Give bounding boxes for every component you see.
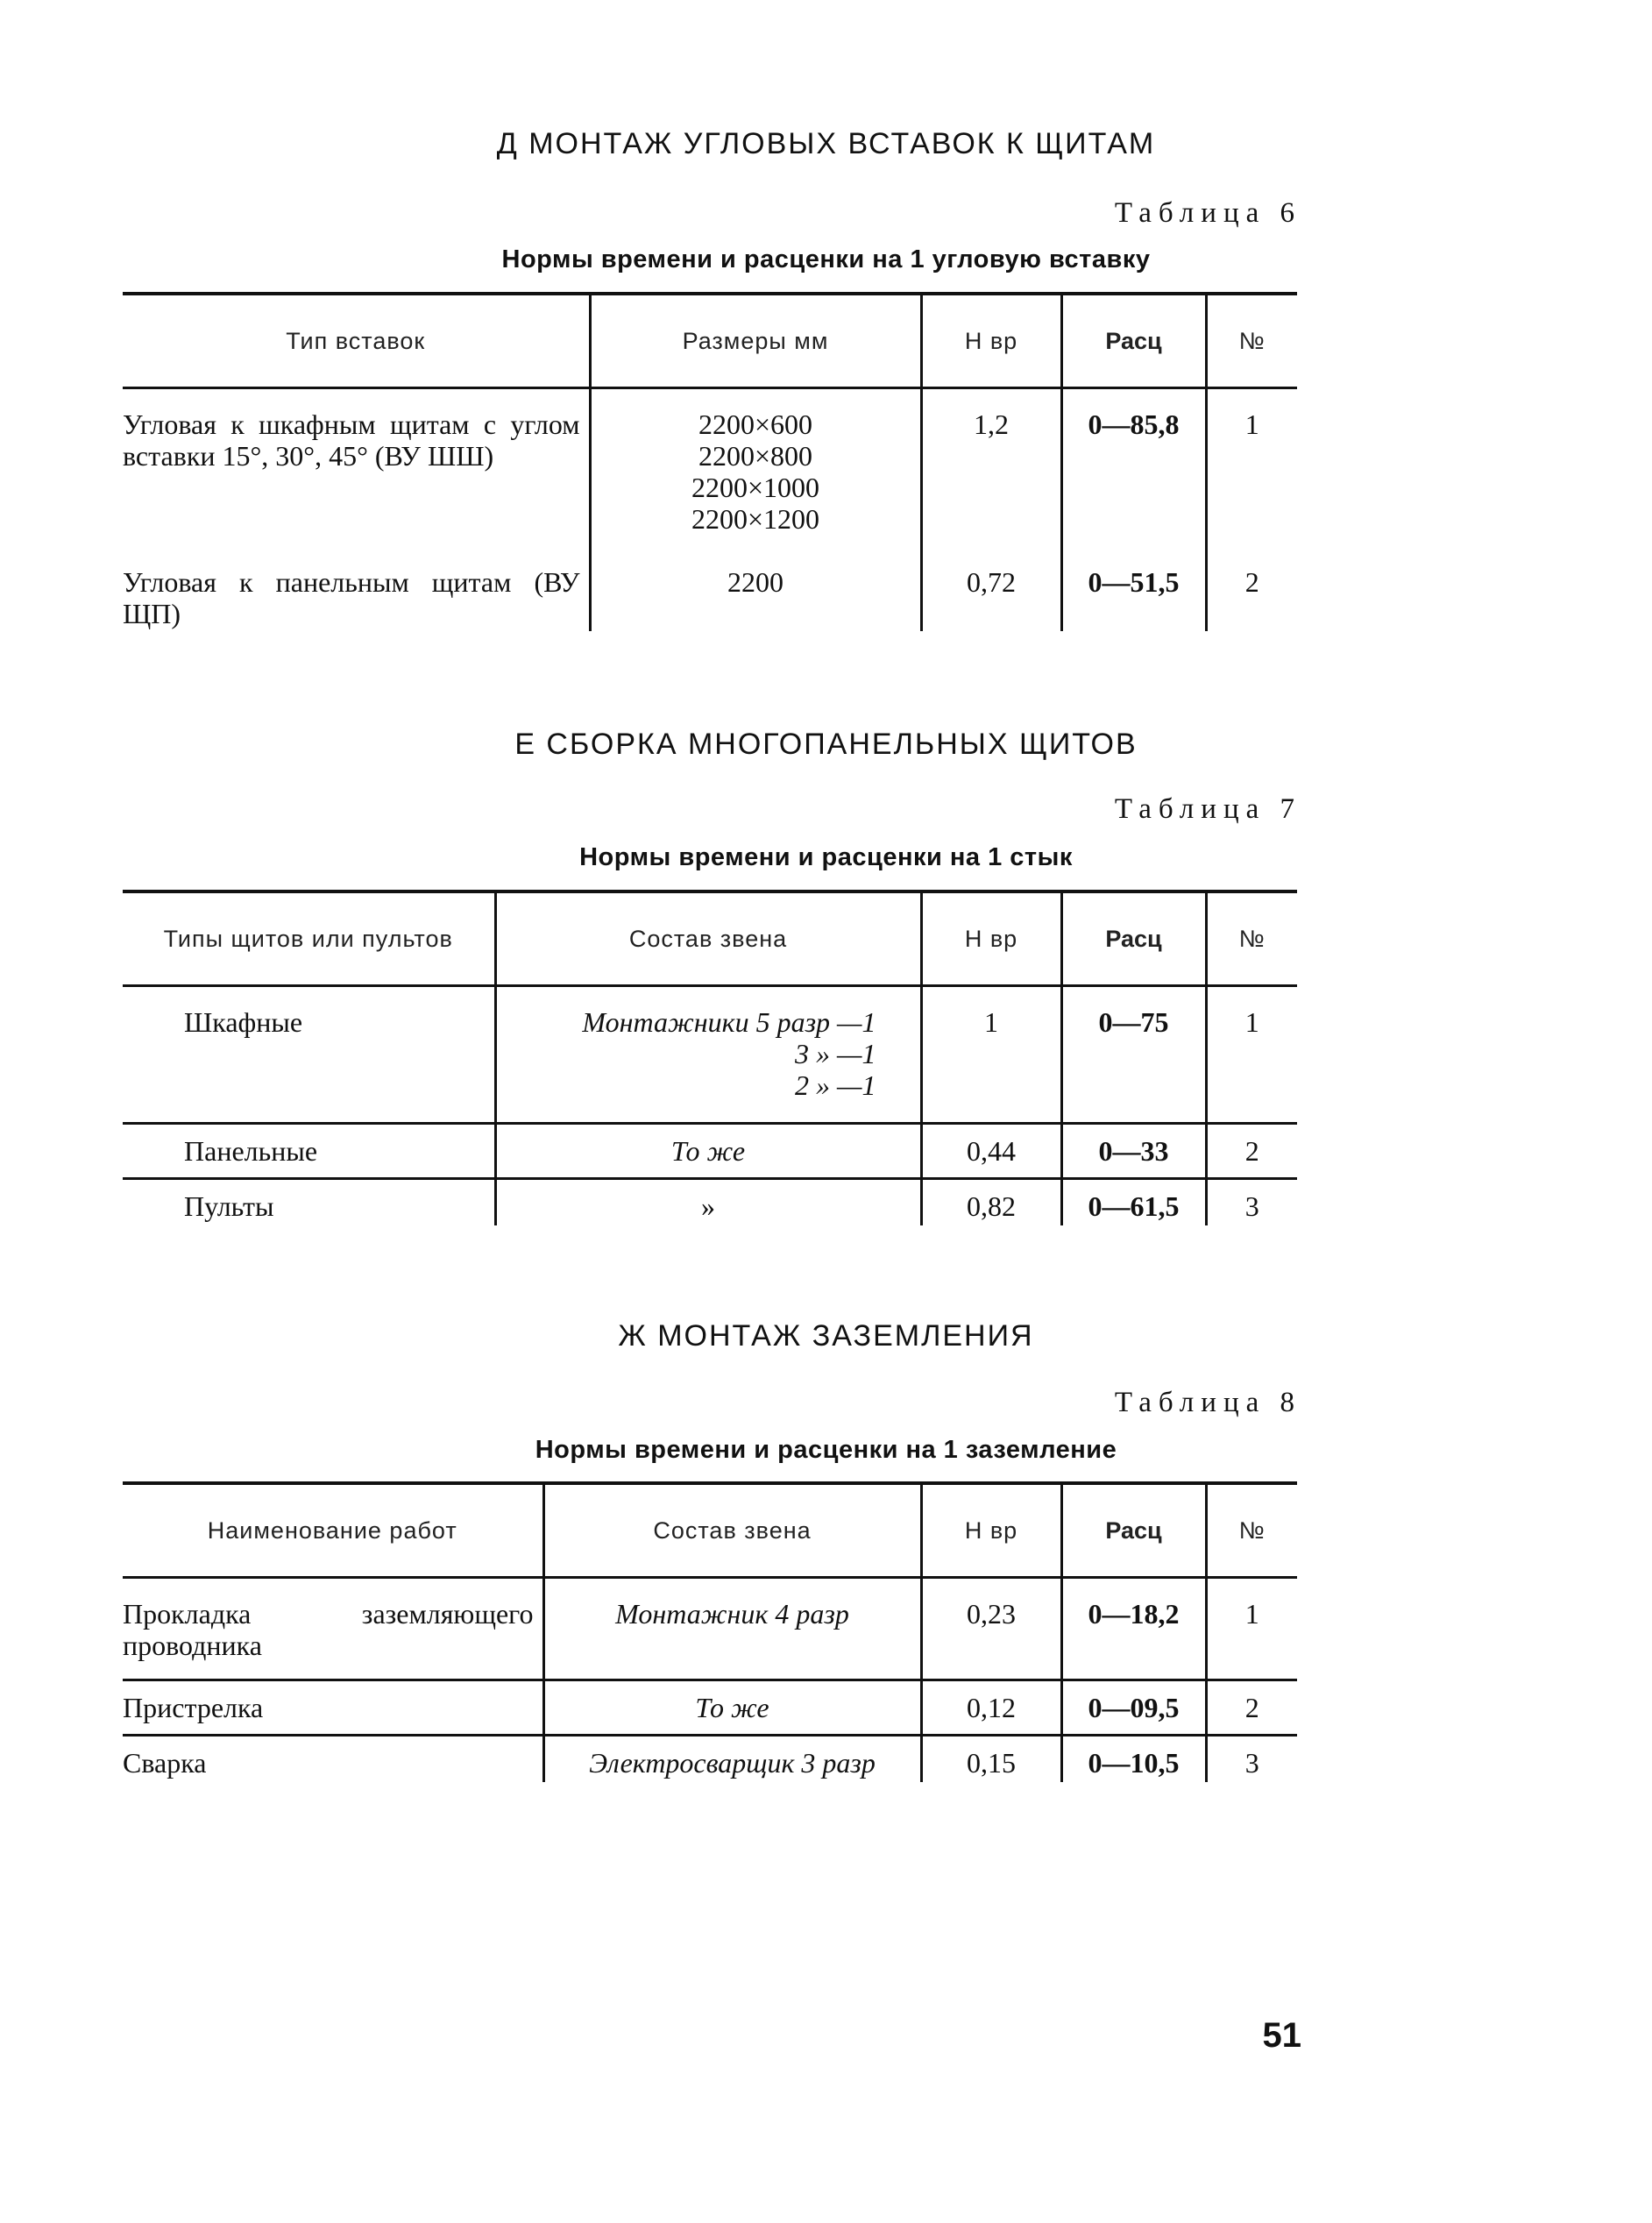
section-title-d: Д МОНТАЖ УГЛОВЫХ ВСТАВОК К ЩИТАМ bbox=[496, 127, 1156, 160]
time-norm-cell: 0,44 bbox=[921, 1124, 1061, 1179]
header-cell: Расц bbox=[1061, 1483, 1206, 1578]
number-cell: 2 bbox=[1206, 547, 1297, 631]
header-cell: № bbox=[1206, 1483, 1297, 1578]
time-norm-cell: 0,23 bbox=[921, 1578, 1061, 1680]
time-norm-cell: 0,12 bbox=[921, 1680, 1061, 1736]
type-cell: Шкафные bbox=[123, 986, 495, 1124]
number-cell: 3 bbox=[1206, 1179, 1297, 1226]
rate-cell: 0—09,5 bbox=[1061, 1680, 1206, 1736]
number-cell: 2 bbox=[1206, 1124, 1297, 1179]
table-caption-7: Нормы времени и расценки на 1 стык bbox=[579, 843, 1073, 871]
number-cell: 2 bbox=[1206, 1680, 1297, 1736]
header-cell: № bbox=[1206, 294, 1297, 388]
table-row bbox=[123, 1578, 1297, 1680]
header-cell: Состав звена bbox=[543, 1483, 921, 1578]
crew-cell: Монтажники 5 разр —1 3 » —1 2 » —1 bbox=[495, 986, 921, 1124]
type-cell: Угловая к шкафным щитам с углом вставки 15°, 30°, 45° (ВУ ШШ) bbox=[123, 408, 580, 472]
header-cell: Н вр bbox=[921, 294, 1061, 388]
table-row bbox=[123, 1680, 1297, 1736]
table-label-7: Таблица 7 bbox=[1114, 793, 1301, 825]
crew-cell: То же bbox=[543, 1680, 921, 1736]
table-6 bbox=[123, 292, 1297, 631]
crew-cell: » bbox=[495, 1179, 921, 1226]
table-8 bbox=[123, 1481, 1297, 1782]
header-cell: Размеры мм bbox=[590, 294, 921, 388]
crew-cell: Монтажник 4 разр bbox=[543, 1578, 921, 1680]
rate-cell: 0—51,5 bbox=[1061, 547, 1206, 631]
size-cell: 2200×600 2200×800 2200×1000 2200×1200 bbox=[590, 388, 921, 548]
table-row bbox=[123, 1179, 1297, 1226]
table-row bbox=[123, 388, 1297, 548]
size-cell: 2200 bbox=[590, 547, 921, 631]
time-norm-cell: 0,15 bbox=[921, 1736, 1061, 1783]
crew-cell: То же bbox=[495, 1124, 921, 1179]
header-cell: Типы щитов или пультов bbox=[123, 891, 495, 986]
header-cell: Н вр bbox=[921, 1483, 1061, 1578]
type-cell: Панельные bbox=[123, 1124, 495, 1179]
section-title-zh: Ж МОНТАЖ ЗАЗЕМЛЕНИЯ bbox=[618, 1319, 1034, 1353]
table-row bbox=[123, 1124, 1297, 1179]
table-header-row bbox=[123, 891, 1297, 986]
work-cell: Пристрелка bbox=[123, 1680, 543, 1736]
section-title-e: Е СБОРКА МНОГОПАНЕЛЬНЫХ ЩИТОВ bbox=[514, 728, 1138, 761]
header-cell: № bbox=[1206, 891, 1297, 986]
header-cell: Расц bbox=[1061, 891, 1206, 986]
rate-cell: 0—33 bbox=[1061, 1124, 1206, 1179]
page-number: 51 bbox=[1262, 2016, 1301, 2055]
header-cell: Тип вставок bbox=[123, 294, 590, 388]
time-norm-cell: 1,2 bbox=[921, 388, 1061, 548]
crew-cell: Электросварщик 3 разр bbox=[543, 1736, 921, 1783]
header-cell: Наименование работ bbox=[123, 1483, 543, 1578]
header-cell: Н вр bbox=[921, 891, 1061, 986]
time-norm-cell: 0,82 bbox=[921, 1179, 1061, 1226]
table-caption-8: Нормы времени и расценки на 1 заземление bbox=[535, 1436, 1117, 1464]
type-cell: Угловая к панельным щитам (ВУ ЩП) bbox=[123, 566, 580, 629]
table-row bbox=[123, 986, 1297, 1124]
type-cell: Пульты bbox=[184, 1190, 274, 1222]
table-header-row bbox=[123, 294, 1297, 388]
table-row bbox=[123, 1736, 1297, 1783]
table-header-row bbox=[123, 1483, 1297, 1578]
table-label-6: Таблица 6 bbox=[1114, 197, 1301, 229]
work-cell: Сварка bbox=[123, 1747, 207, 1779]
time-norm-cell: 1 bbox=[921, 986, 1061, 1124]
rate-cell: 0—85,8 bbox=[1061, 388, 1206, 548]
header-cell: Расц bbox=[1061, 294, 1206, 388]
table-caption-6: Нормы времени и расценки на 1 угловую вставку bbox=[501, 245, 1151, 273]
time-norm-cell: 0,72 bbox=[921, 547, 1061, 631]
number-cell: 3 bbox=[1206, 1736, 1297, 1783]
rate-cell: 0—18,2 bbox=[1061, 1578, 1206, 1680]
table-row bbox=[123, 547, 1297, 631]
header-cell: Состав звена bbox=[495, 891, 921, 986]
number-cell: 1 bbox=[1206, 986, 1297, 1124]
number-cell: 1 bbox=[1206, 388, 1297, 548]
number-cell: 1 bbox=[1206, 1578, 1297, 1680]
table-label-8: Таблица 8 bbox=[1114, 1387, 1301, 1418]
work-cell: Прокладка заземляющего проводника bbox=[123, 1578, 543, 1680]
rate-cell: 0—10,5 bbox=[1061, 1736, 1206, 1783]
rate-cell: 0—75 bbox=[1061, 986, 1206, 1124]
table-7 bbox=[123, 890, 1297, 1225]
rate-cell: 0—61,5 bbox=[1061, 1179, 1206, 1226]
